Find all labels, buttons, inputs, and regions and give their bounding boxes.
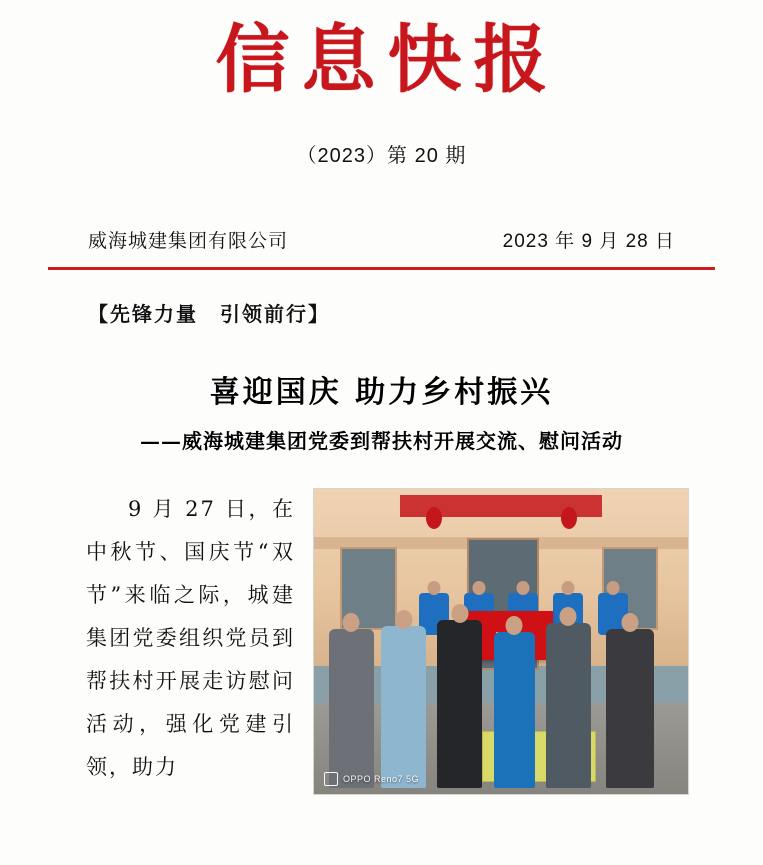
article-body-paragraph: 9 月 27 日，在中秋节、国庆节“双节”来临之际，城建集团党委组织党员到帮扶村开展走访慰问活动，强化党建引领，助力	[86, 497, 295, 780]
photo-watermark	[324, 772, 419, 786]
publisher-row	[0, 226, 763, 253]
photo-person	[494, 632, 535, 788]
photo-volunteer-head	[472, 581, 485, 595]
masthead-title: 信息快报	[215, 17, 560, 103]
photo-person-head	[451, 604, 468, 623]
article-body-column	[86, 488, 295, 789]
publication-date: 2023 年 9 月 28 日	[502, 231, 675, 253]
photo-watermark-label: OPPO Reno7 5G	[343, 774, 420, 785]
photo-person	[606, 629, 655, 788]
masthead	[0, 0, 763, 168]
photo-person-head	[343, 613, 360, 632]
article-headline: 喜迎国庆 助力乡村振兴	[209, 375, 554, 411]
photo-person-head	[622, 613, 639, 632]
photo-person	[437, 620, 482, 788]
article-body-area	[0, 488, 763, 795]
photo-volunteer-head	[427, 581, 440, 595]
photo-person	[329, 629, 374, 788]
photo-person-head	[506, 616, 523, 635]
photo-volunteer-head	[607, 581, 620, 595]
header-divider-rule	[48, 267, 715, 270]
photo-person	[546, 623, 591, 788]
column-heading: 【先锋力量 引领前行】	[88, 302, 330, 327]
issue-number: （2023）第 20 期	[296, 145, 467, 168]
photo-lantern-right	[561, 507, 577, 529]
photo-volunteer-head	[562, 581, 575, 595]
photo-person-head	[560, 607, 577, 626]
photo-person-head	[395, 610, 412, 629]
camera-icon	[324, 772, 338, 786]
photo-volunteer-head	[517, 581, 530, 595]
photo-person	[381, 626, 426, 788]
article-subheadline: ——威海城建集团党委到帮扶村开展交流、慰问活动	[140, 429, 623, 454]
article-photo	[313, 488, 689, 795]
publisher-organization: 威海城建集团有限公司	[88, 231, 289, 253]
